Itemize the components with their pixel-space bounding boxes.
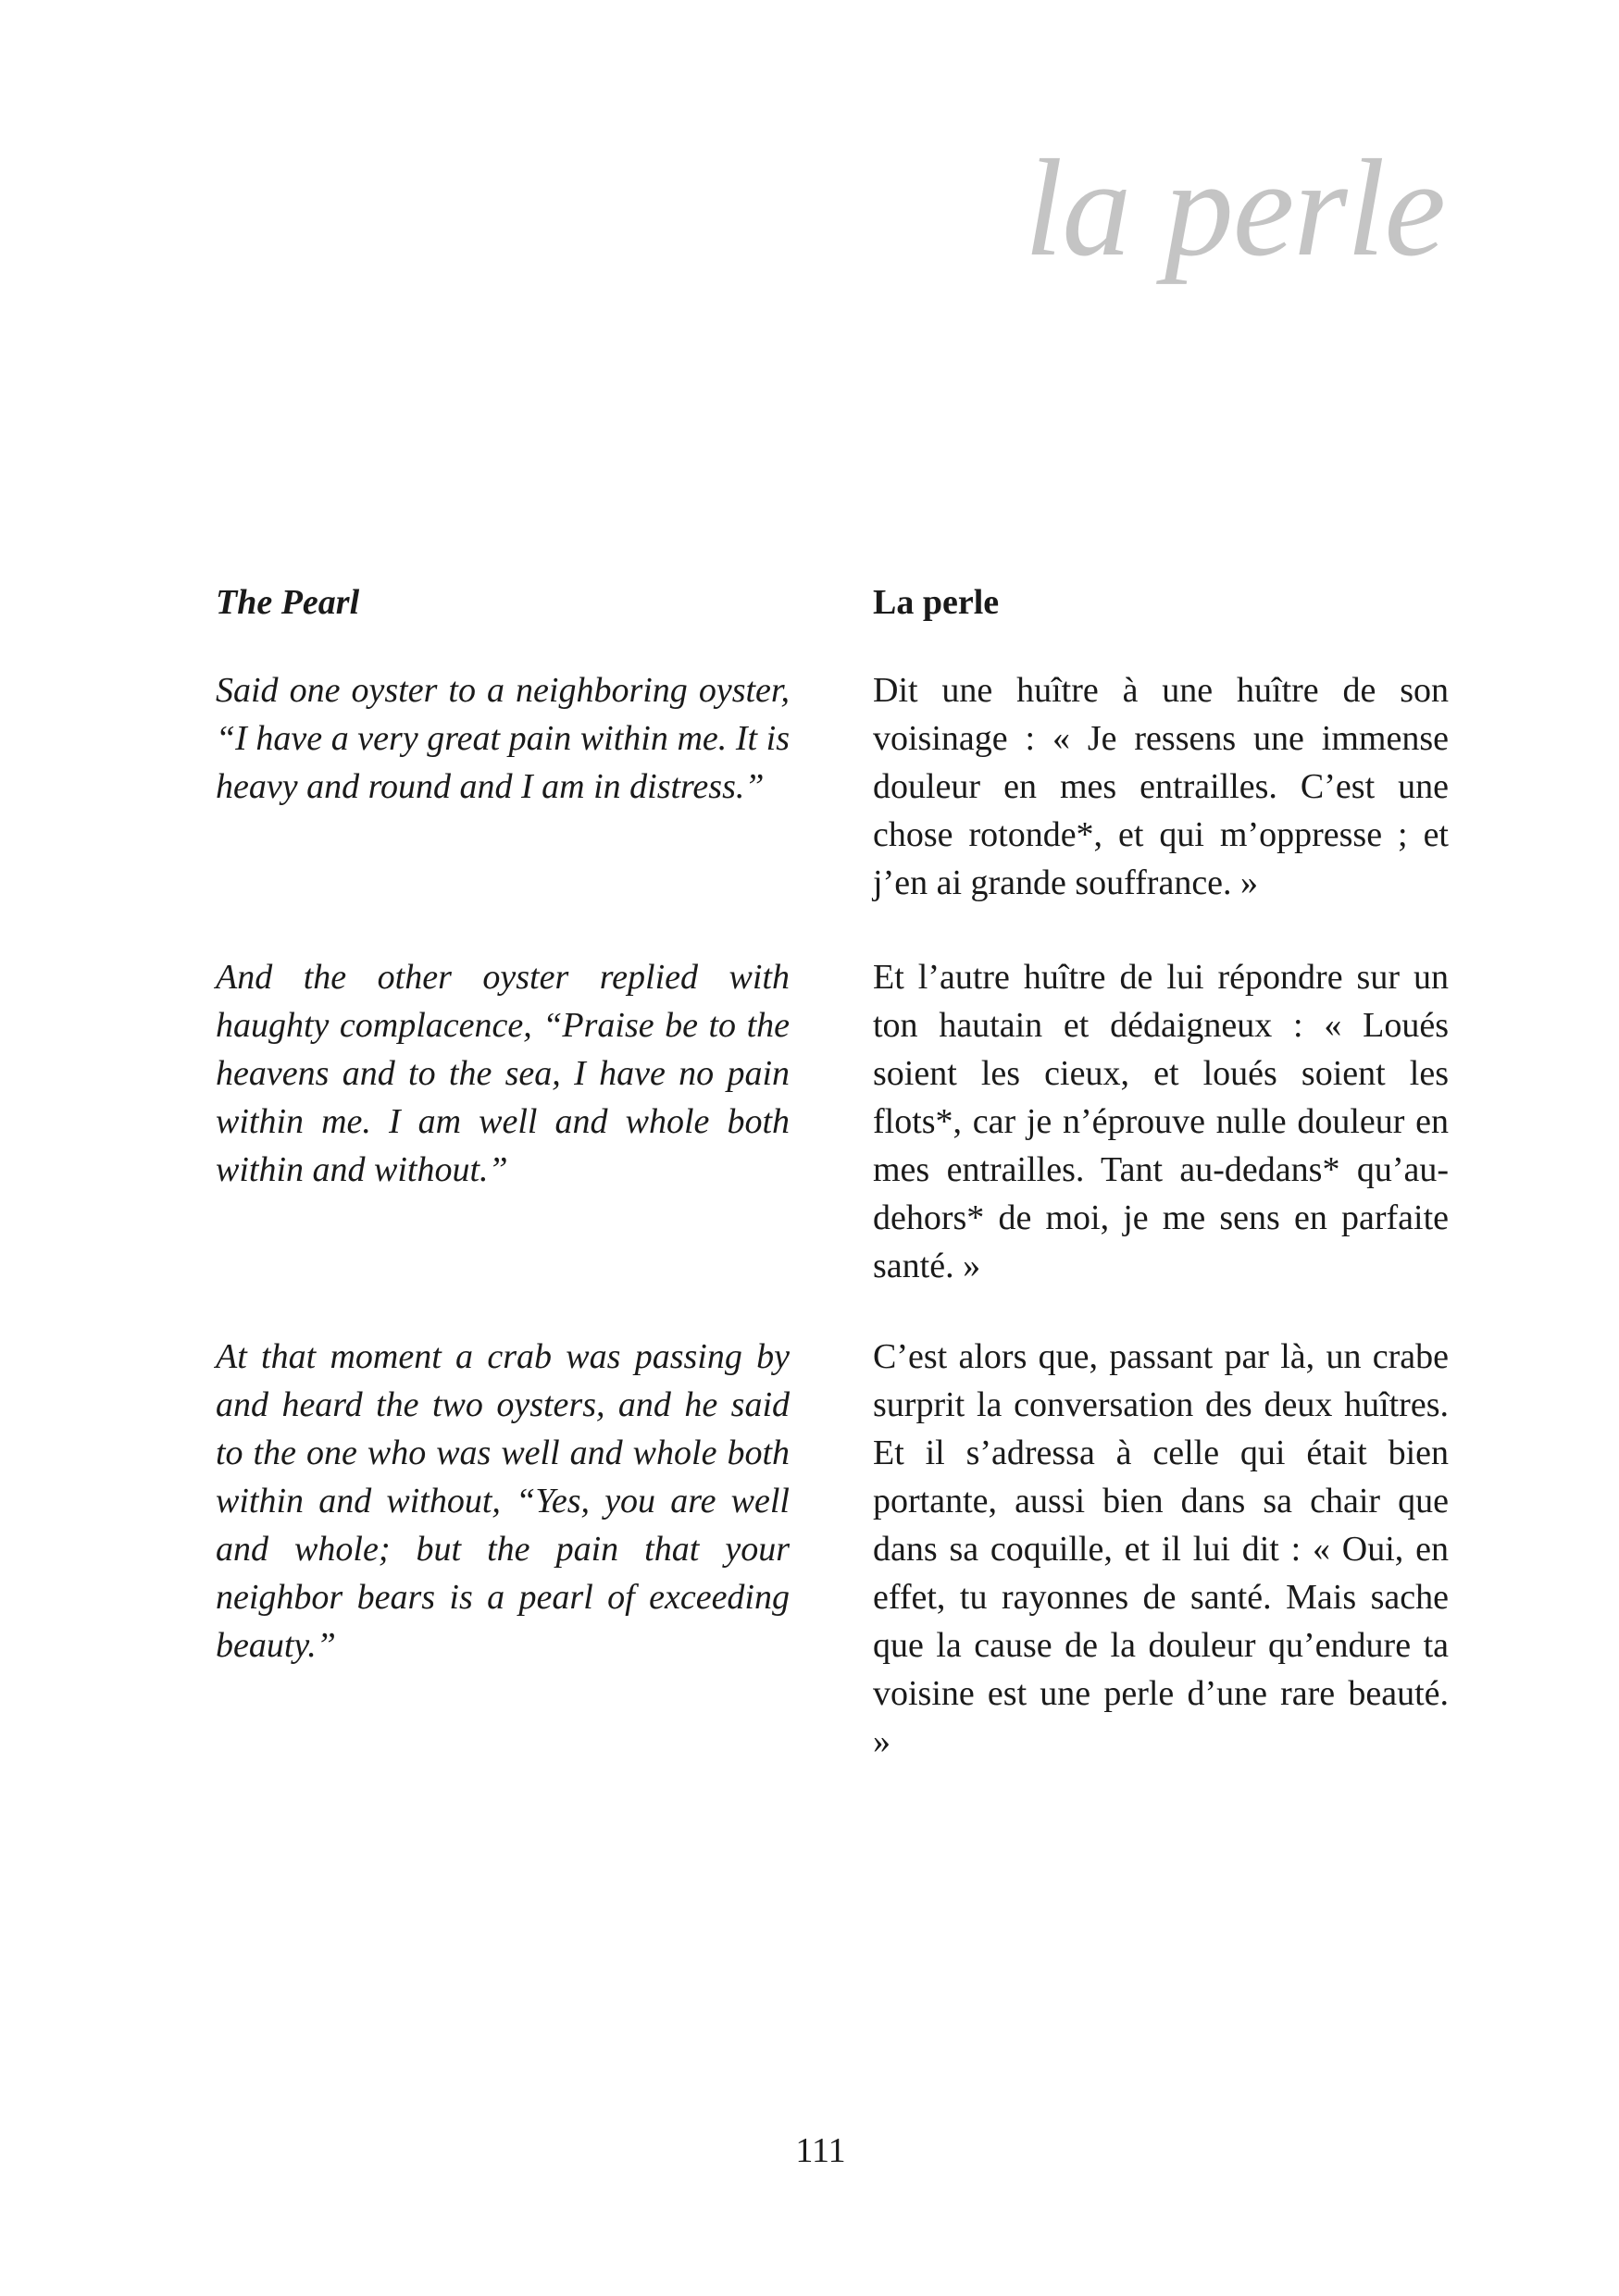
english-paragraph-2: And the other oyster replied with haughty complacence, “Praise be to the heavens and to the sea, I have no pain within me. I am well and whole both within and without.” [216,958,790,1189]
french-title: La perle [873,583,1000,622]
running-title: la perle [1024,131,1445,285]
english-column [216,578,790,1665]
english-title: The Pearl [216,583,360,622]
french-paragraph-1: Dit une huître à une huître de son voisinage : « Je ressens une immense douleur en mes entrailles. C’est une chose rotonde*, et qui m’oppresse ; et j’en ai grande souffrance. » [873,671,1449,902]
french-paragraph-3: C’est alors que, passant par là, un crabe surprit la conversation des deux huîtres. Et il s’adressa à celle qui était bien portante, aussi bien dans sa chair que dans sa coquille, et il lui dit : « Oui, en effet, tu rayonnes de santé. Mais sache que la cause de la douleur qu’endure ta voisine est une perle d’une rare beauté. » [873,1337,1449,1761]
french-column [873,578,1449,1761]
french-paragraph-2: Et l’autre huître de lui répondre sur un ton hautain et dédaigneux : « Loués soient les cieux, et loués soient les flots*, car je n’éprouve nulle douleur en mes entrailles. Tant au-dedans* qu’au-dehors* de moi, je me sens en parfaite santé. » [873,958,1449,1285]
english-paragraph-3: At that moment a crab was passing by and heard the two oysters, and he said to the one who was well and whole both within and without, “Yes, you are well and whole; but the pain that your neighbor bears is a pearl of exceeding beauty.” [216,1337,790,1665]
english-paragraph-1: Said one oyster to a neighboring oyster, “I have a very great pain within me. It is heavy and round and I am in distress.” [216,671,790,806]
page-number: 111 [795,2131,846,2170]
